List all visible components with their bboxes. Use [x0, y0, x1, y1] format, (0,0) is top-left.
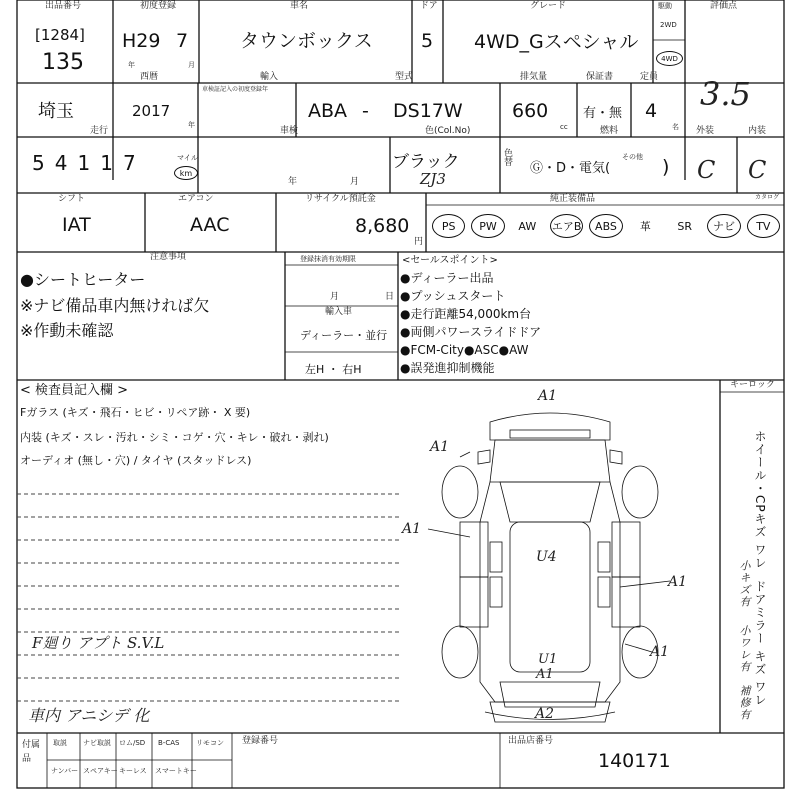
exhibit-store-label: 出品店番号: [508, 736, 554, 746]
inspector-audio-tire: オーディオ (無し・穴) / タイヤ (スタッドレス): [20, 454, 252, 467]
mileage-unit-km-circled: km: [174, 166, 198, 180]
color-code: ZJ3: [420, 170, 446, 188]
color-change-label: 色替: [504, 149, 514, 168]
aircon-value: AAC: [190, 214, 230, 236]
accessory-item: B-CAS: [158, 739, 180, 747]
keylock-note: 小ワレ有: [738, 625, 751, 673]
model-prefix: ABA: [308, 100, 348, 122]
reg-expiry-label: 登録抹消有効期限: [300, 255, 356, 263]
fuel-label: 燃料: [600, 126, 619, 136]
doors-label: ドア: [420, 1, 438, 11]
reg-month: 7: [176, 30, 189, 52]
capacity-label: 定員: [640, 72, 659, 82]
note-line: ●シートヒーター: [20, 270, 146, 289]
shaken-month: 月: [350, 177, 360, 187]
drive-4wd-circled: 4WD: [656, 51, 683, 66]
model-dash: -: [362, 100, 369, 122]
year-value: 2017: [132, 102, 171, 120]
equipment-item: AW: [518, 219, 537, 233]
equipment-item: 革: [639, 220, 651, 233]
sales-item: ●プッシュスタート: [400, 289, 506, 303]
exhibit-store-number: 140171: [598, 750, 671, 772]
import-label: 輸入: [260, 72, 279, 82]
equipment-item: ABS: [589, 214, 622, 238]
card-label: カタログ: [755, 194, 780, 201]
score-value: 3.5: [700, 75, 751, 113]
interior-grade: C: [748, 156, 767, 184]
note-line: ※作動未確認: [20, 321, 114, 340]
displacement-value: 660: [512, 100, 549, 122]
import-car-label: 輸入車: [325, 307, 353, 317]
equipment-item: TV: [747, 214, 780, 238]
grade-value: 4WD_Gスペシャル: [474, 31, 639, 53]
hand-note-front: F廻り アプト S.V.L: [32, 634, 165, 652]
note-line: ※ナビ備品車内無ければ欠: [20, 296, 210, 315]
vehicle-name: タウンボックス: [240, 30, 373, 52]
shaken-year: 年: [288, 177, 298, 187]
warranty-value: 有・無: [583, 106, 623, 121]
mileage-digit: 7: [122, 151, 136, 175]
car-damage-diagram: [400, 382, 720, 732]
reg-era-year: H29: [122, 30, 161, 52]
shift-value: IAT: [62, 214, 91, 236]
displacement-unit: cc: [560, 123, 568, 131]
inspector-header: < 検査員記入欄 >: [20, 383, 129, 398]
accessory-item: キーレス: [119, 767, 147, 775]
exhibit-no-label: 出品番号: [45, 1, 82, 11]
accessory-item: ナンバー: [51, 767, 79, 775]
accessory-item: ロム/SD: [119, 739, 146, 747]
interior-label: 内装: [748, 126, 767, 136]
capacity-unit: 名: [672, 123, 679, 131]
keylock-note: ホイール・CPキズ ワレ: [753, 430, 767, 570]
sales-item: ●誤発進抑制機能: [400, 361, 495, 375]
lot-code: [1284]: [35, 26, 85, 44]
dealer-label: ディーラー・並行: [300, 329, 388, 342]
accessory-item: ナビ取説: [83, 739, 111, 747]
sales-item: ●両側パワースライドドア: [400, 325, 542, 339]
recycle-unit: 円: [414, 237, 424, 247]
sales-item: ●FCM-City●ASC●AW: [400, 343, 529, 357]
aircon-label: エアコン: [178, 194, 214, 204]
reg-month-unit: 月: [188, 61, 195, 69]
damage-mark: A1: [668, 574, 688, 590]
damage-mark: A1: [430, 439, 450, 455]
registration-label: 初度登録: [140, 1, 177, 11]
exterior-grade: C: [697, 156, 716, 184]
keylock-note: 補修有: [738, 685, 751, 721]
equipment-item: SR: [677, 219, 692, 233]
mileage-digit: 5: [32, 151, 45, 175]
vehicle-name-label: 車名: [290, 1, 309, 11]
recycle-value: 8,680: [355, 215, 410, 237]
model-code: DS17W: [393, 100, 463, 122]
score-label: 評価点: [710, 1, 738, 11]
year-unit: 年: [188, 121, 195, 129]
notes-header: 注意事項: [150, 252, 187, 262]
shaken-label: 車検: [280, 126, 299, 136]
equipment-item: PW: [471, 214, 504, 238]
keylock-note: 小キズ有: [738, 560, 751, 608]
equipment-item: ナビ: [707, 214, 740, 238]
damage-mark: A1: [402, 521, 422, 537]
damage-mark: A1: [536, 667, 554, 682]
equipment-item: エアB: [550, 214, 583, 238]
mileage-digit: 1: [100, 151, 113, 175]
color-label: 色(Col.No): [425, 126, 471, 136]
displacement-label: 排気量: [520, 72, 548, 82]
grade-label: グレード: [530, 1, 567, 11]
equipment-label: 純正装備品: [550, 194, 596, 204]
region: 埼玉: [38, 101, 74, 122]
damage-mark: A2: [535, 706, 555, 722]
accessory-item: スマートキー: [155, 767, 197, 775]
accessory-item: スペアキー: [83, 767, 118, 775]
doors-value: 5: [421, 30, 434, 52]
damage-mark: U4: [536, 549, 557, 565]
color-name: ブラック: [392, 152, 460, 172]
fuel-other-label: その他: [622, 153, 643, 161]
sales-item: ●ディーラー出品: [400, 271, 494, 285]
sales-item: ●走行距離54,000km台: [400, 307, 532, 321]
model-label: 型式: [395, 72, 414, 82]
fuel-close-paren: ): [662, 156, 670, 178]
fuel-options: Ⓖ・D・電気(: [530, 161, 611, 176]
mileage-digits: [32, 153, 136, 173]
drive-2wd: 2WD: [660, 21, 677, 29]
exterior-label: 外装: [696, 126, 715, 136]
drive-label: 駆動: [658, 2, 672, 10]
reg-no-label: 登録番号: [242, 736, 279, 746]
recycle-label: リサイクル預託金: [305, 194, 376, 204]
shift-label: シフト: [58, 194, 86, 204]
mileage-digit: 1: [77, 151, 91, 175]
equipment-list: [430, 212, 784, 242]
accessory-item: 取説: [53, 739, 67, 747]
inspector-glass: Fガラス (キズ・飛石・ヒビ・リペア跡・ X 要): [20, 406, 251, 419]
damage-mark: A1: [538, 388, 558, 404]
handle-label: 左H ・ 右H: [305, 363, 362, 376]
mileage-digit: 4: [54, 151, 68, 175]
sales-header: <セールスポイント>: [402, 255, 498, 266]
mileage-unit-mile: マイル: [177, 154, 198, 162]
keylock-note: ドアミラー キズ ワレ: [753, 580, 767, 707]
damage-mark: A1: [650, 644, 670, 660]
hand-note-interior: 車内 アニシデ 化: [28, 706, 150, 725]
equipment-item: PS: [432, 214, 465, 238]
inspector-interior: 内装 (キズ・スレ・汚れ・シミ・コゲ・穴・キレ・破れ・剥れ): [20, 431, 329, 444]
expiry-day: 日: [385, 292, 395, 302]
mileage-label: 走行: [90, 126, 109, 136]
lot-number: 135: [42, 50, 84, 75]
capacity-value: 4: [645, 100, 658, 122]
accessories-side-label: 付属品: [22, 740, 41, 765]
expiry-month: 月: [330, 292, 340, 302]
reg-year-unit: 年: [128, 61, 135, 69]
year-label: 西暦: [140, 72, 159, 82]
keylock-header: キーロック: [730, 380, 775, 390]
warranty-label: 保証書: [586, 72, 614, 82]
damage-mark: U1: [538, 652, 558, 667]
import-note: 車検証記入の初度登録年: [202, 86, 269, 93]
accessory-item: リモコン: [196, 739, 224, 747]
